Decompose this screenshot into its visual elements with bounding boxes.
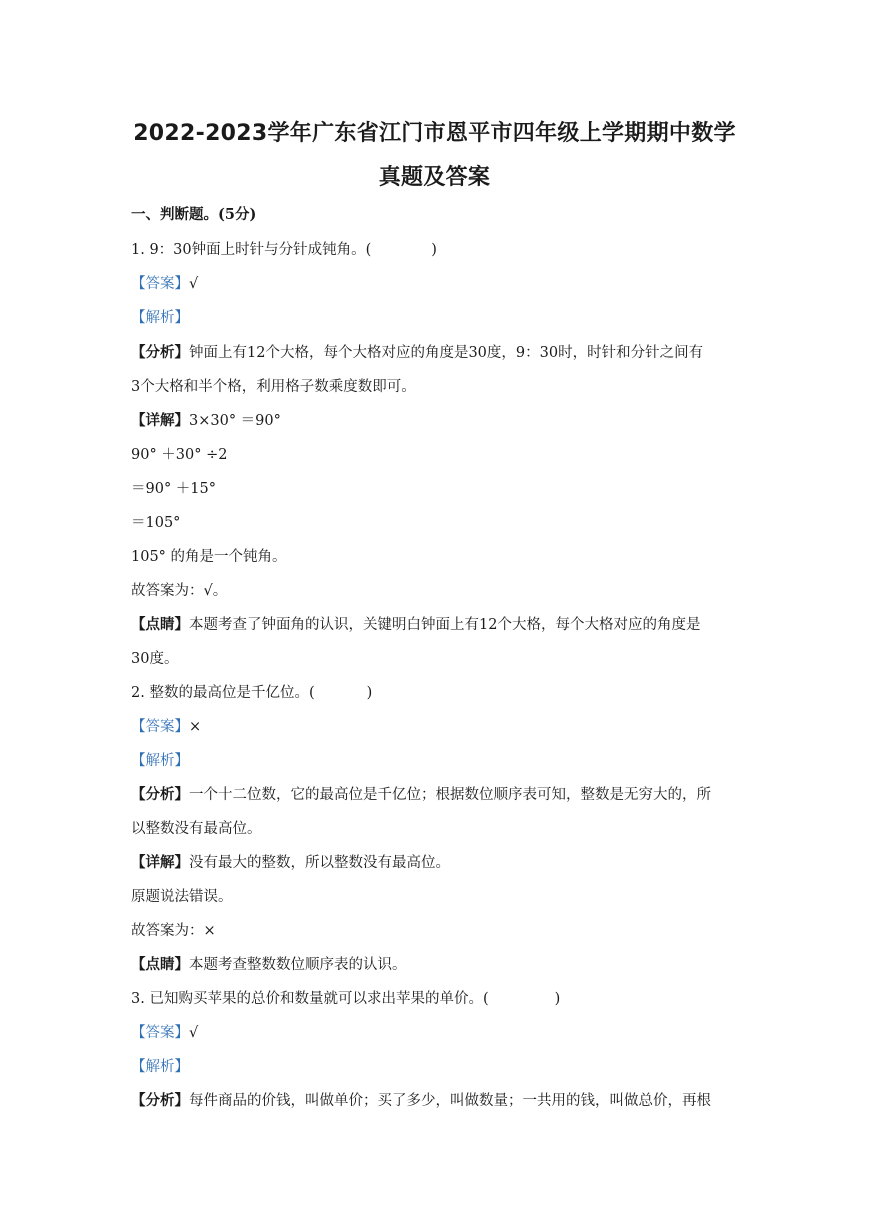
section-heading: 一、判断题。(5分)	[131, 206, 257, 223]
q3-fenxi-text-1: 每件商品的价钱，叫做单价；买了多少，叫做数量；一共用的钱，叫做总价，再根	[189, 1093, 711, 1109]
q1-fenxi-1	[131, 343, 703, 363]
q2-dianjing-text-1: 本题考查整数数位顺序表的认识。	[189, 957, 407, 973]
q2-line-2: 原题说法错误。	[131, 889, 233, 905]
q1-stem-close: )	[431, 242, 437, 258]
document-title-line-2: 真题及答案	[378, 165, 491, 190]
q1-fenxi-2: 3个大格和半个格，利用格子数乘度数即可。	[131, 379, 416, 395]
q1-answer-value: √	[189, 276, 199, 292]
q1-conclusion: 故答案为：√。	[131, 583, 228, 599]
xiangjie-tag: 【详解】	[131, 412, 189, 429]
q2-xiangjie-text-1: 没有最大的整数，所以整数没有最高位。	[189, 855, 450, 871]
answer-tag: 【答案】	[131, 276, 189, 292]
q3-answer-value: √	[189, 1025, 199, 1041]
q3-stem-text: 3. 已知购买苹果的总价和数量就可以求出苹果的单价。(	[131, 991, 489, 1007]
xiangjie-tag: 【详解】	[131, 854, 189, 871]
q1-calc-line-3: ＝90° ＋15°	[131, 481, 217, 497]
fenxi-tag: 【分析】	[131, 1092, 189, 1109]
q1-calc-line-4: ＝105°	[131, 515, 181, 531]
q2-stem-close: )	[366, 685, 373, 701]
q1-xiangjie-1	[131, 411, 281, 431]
document-title-line-1: 2022-2023学年广东省江门市恩平市四年级上学期期中数学	[133, 121, 736, 146]
q2-dianjing-1	[131, 955, 407, 975]
answer-tag: 【答案】	[131, 719, 189, 735]
q1-dianjing-1	[131, 615, 700, 635]
q3-stem-close: )	[554, 991, 561, 1007]
q3-stem	[131, 989, 560, 1009]
answer-tag: 【答案】	[131, 1025, 189, 1041]
q1-stem-text: 1. 9：30钟面上时针与分针成钝角。(	[131, 242, 372, 258]
q2-fenxi-1	[131, 785, 711, 805]
q2-xiangjie-1	[131, 853, 450, 873]
q2-fenxi-text-1: 一个十二位数，它的最高位是千亿位；根据数位顺序表可知，整数是无穷大的，所	[189, 787, 711, 803]
q3-analysis-tag: 【解析】	[131, 1059, 189, 1075]
fenxi-tag: 【分析】	[131, 344, 189, 361]
q3-answer	[131, 1023, 198, 1043]
q3-fenxi-1	[131, 1091, 711, 1111]
q1-calc-line-5: 105° 的角是一个钝角。	[131, 549, 287, 565]
dianjing-tag: 【点睛】	[131, 956, 189, 973]
fenxi-tag: 【分析】	[131, 786, 189, 803]
q2-answer-value: ×	[189, 719, 202, 735]
dianjing-tag: 【点睛】	[131, 616, 189, 633]
q1-analysis-tag: 【解析】	[131, 310, 189, 326]
q1-calc-line-2: 90° ＋30° ÷2	[131, 447, 228, 463]
q2-stem-text: 2. 整数的最高位是千亿位。(	[131, 685, 315, 701]
q1-xiangjie-text-1: 3×30° ＝90°	[189, 413, 281, 429]
q2-conclusion: 故答案为：×	[131, 923, 216, 939]
q1-dianjing-2: 30度。	[131, 651, 179, 667]
q1-fenxi-text-1: 钟面上有12个大格，每个大格对应的角度是30度，9：30时，时针和分针之间有	[189, 345, 704, 361]
q2-stem	[131, 683, 372, 703]
q1-dianjing-text-1: 本题考查了钟面角的认识，关键明白钟面上有12个大格，每个大格对应的角度是	[189, 617, 701, 633]
q1-stem	[131, 240, 437, 260]
q2-fenxi-2: 以整数没有最高位。	[131, 821, 262, 837]
q1-answer	[131, 274, 198, 294]
q2-answer	[131, 717, 201, 737]
q2-analysis-tag: 【解析】	[131, 753, 189, 769]
